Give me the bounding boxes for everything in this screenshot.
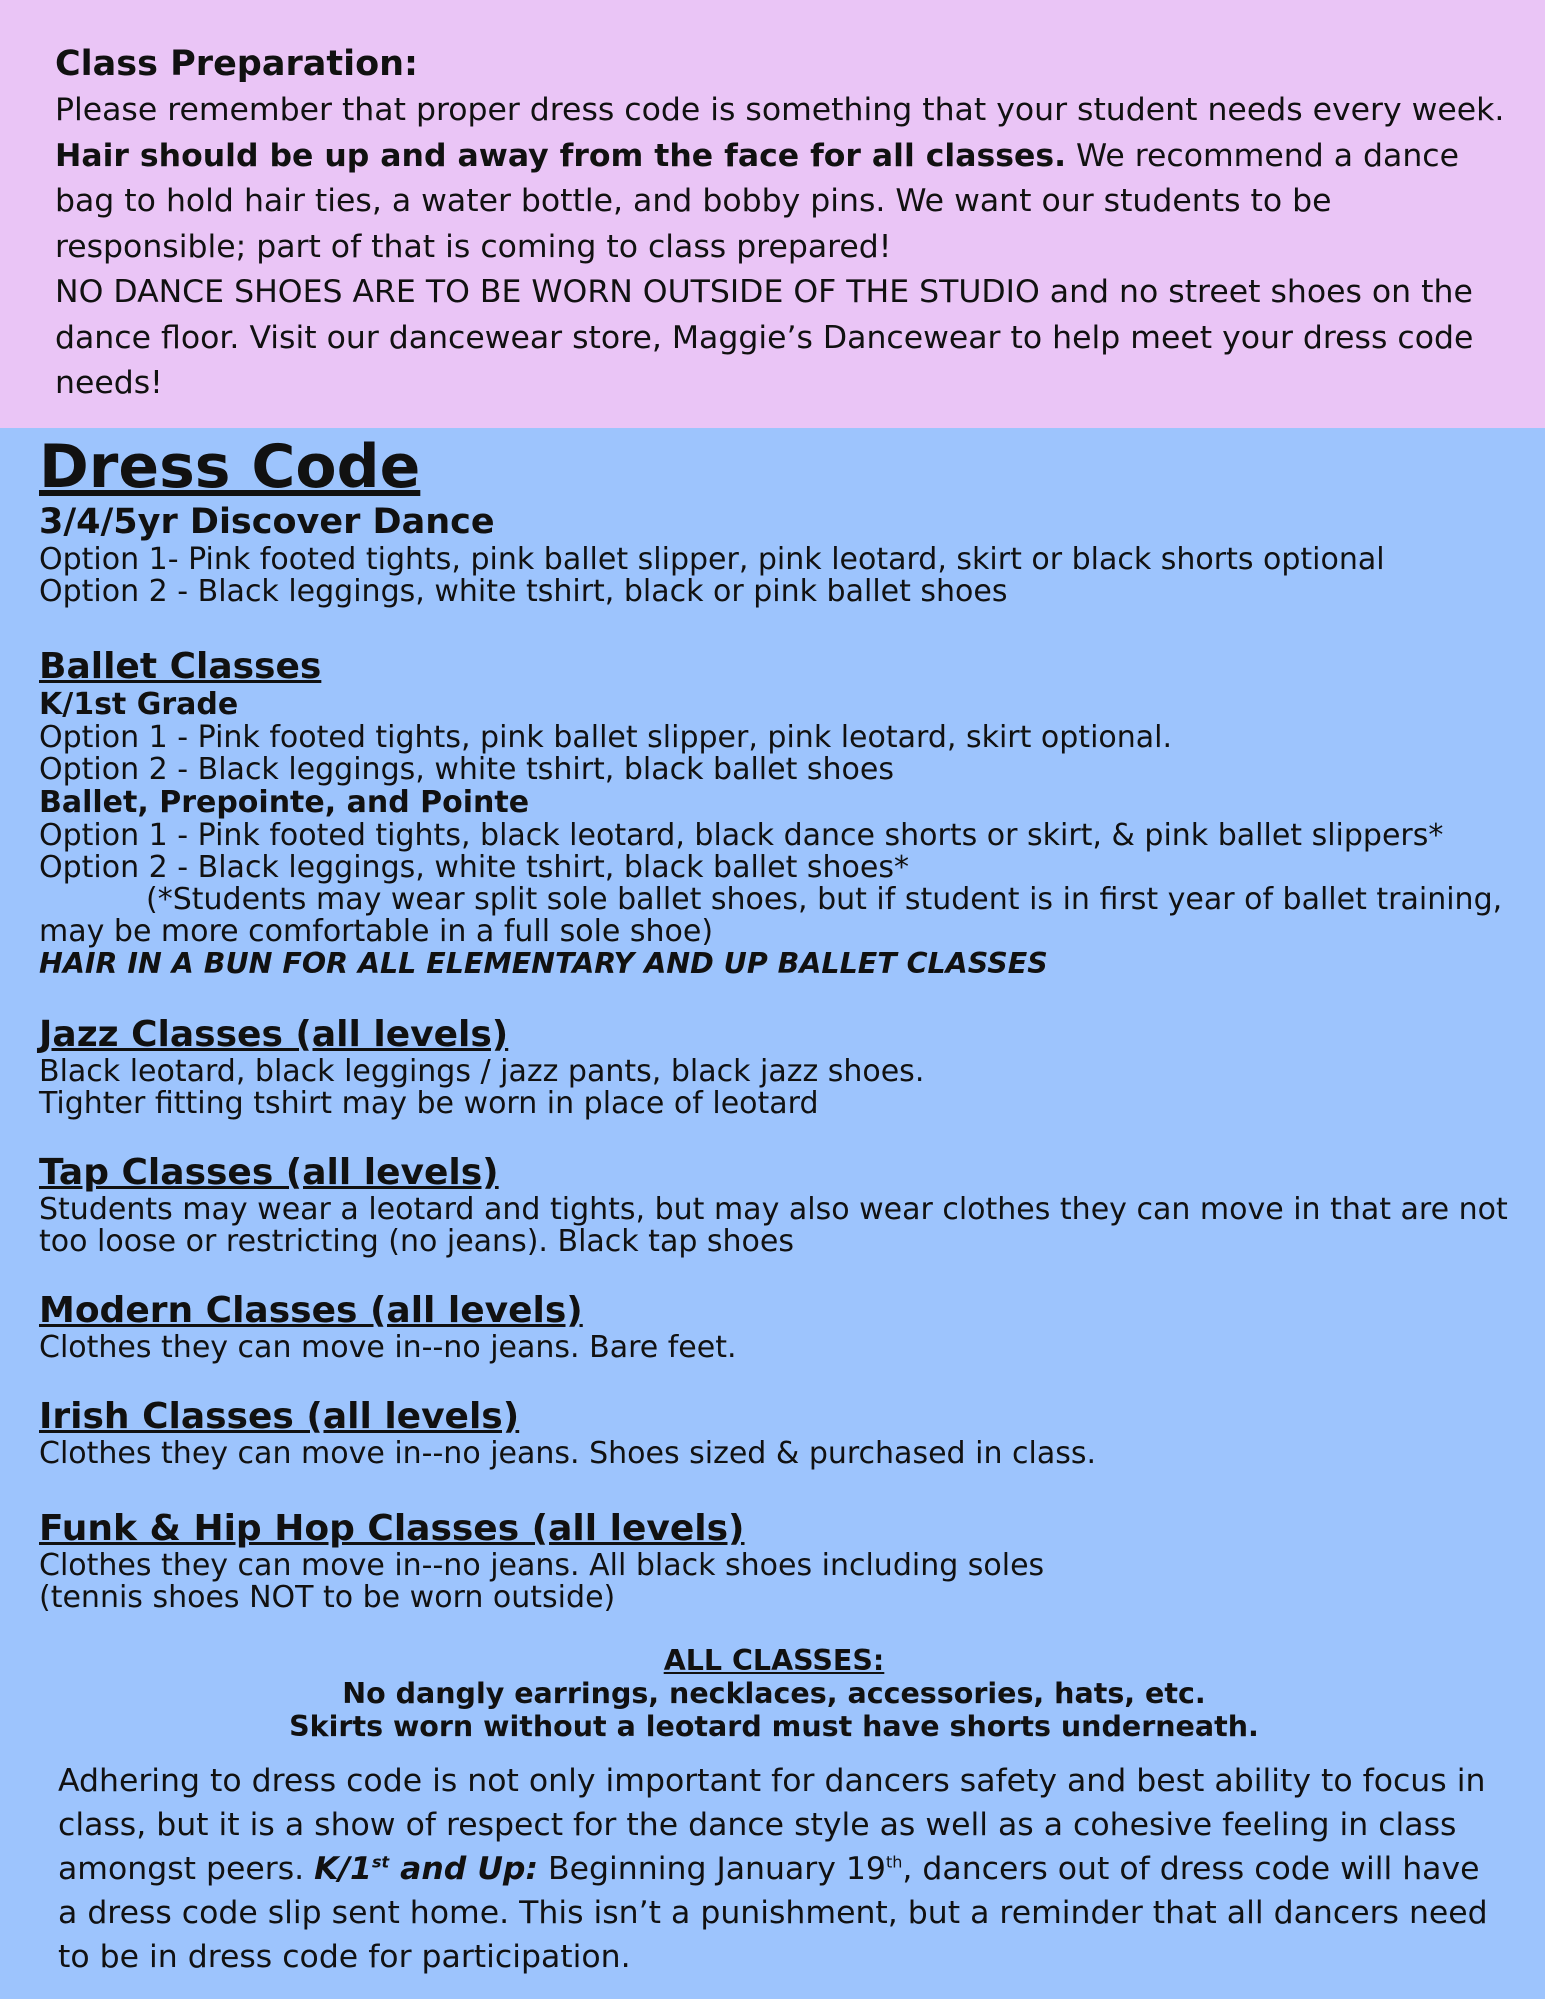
prep-text-continued: We recommend a dance bag to hold hair ties, a water bottle, and bobby pins. We want our students to be responsible; part of that is coming to class prepared! (55, 137, 1459, 265)
all-classes-line-1: No dangly earrings, necklaces, accessories, hats, etc. (342, 1677, 1206, 1710)
dress-code-panel (0, 428, 1545, 1999)
tap-line-2: too loose or restricting (no jeans). Black tap shoes (39, 1224, 794, 1259)
ballet-pointe-option-2: Option 2 - Black leggings, white tshirt, black ballet shoes* (39, 850, 909, 885)
ballet-shoe-note-continued: may be more comfortable in a full sole shoe) (39, 914, 714, 949)
class-preparation-paragraph (55, 88, 1505, 270)
all-classes-block (39, 1644, 1509, 1743)
tap-line-1: Students may wear a leotard and tights, but may also wear clothes they can move in that are not (39, 1192, 1508, 1227)
closing-text: Adhering to dress code is not only important for dancers safety and best ability to focus in class, but it is a show of respect for the dance style as well as a cohesive feeling in class amongst peers. (58, 1763, 1486, 1887)
prep-text: Please remember that proper dress code is something that your student needs every week. (55, 92, 1505, 128)
ballet-shoe-note: (*Students may wear split sole ballet shoes, but if student is in first year of ballet training, (146, 882, 1503, 917)
modern-heading: Modern Classes (all levels) (39, 1290, 583, 1331)
funk-line-1: Clothes they can move in--no jeans. All black shoes including soles (39, 1548, 1045, 1583)
all-classes-heading: ALL CLASSES: (663, 1644, 885, 1677)
ballet-hair-rule: HAIR IN A BUN FOR ALL ELEMENTARY AND UP BALLET CLASSES (39, 947, 1048, 980)
modern-line-1: Clothes they can move in--no jeans. Bare feet. (39, 1330, 737, 1365)
k1-label-rest: and Up: (389, 1851, 539, 1887)
k1-label: K/1 (314, 1851, 372, 1887)
shoe-rule-paragraph: NO DANCE SHOES ARE TO BE WORN OUTSIDE OF THE STUDIO and no street shoes on the dance floor. Visit our dancewear store, Maggie’s Dancewear to help meet your dress code needs! (55, 274, 1474, 401)
ballet-pointe-heading: Ballet, Prepointe, and Pointe (39, 785, 530, 820)
class-preparation-panel (0, 0, 1545, 428)
k1-superscript: st (371, 1852, 390, 1872)
irish-line-1: Clothes they can move in--no jeans. Shoes sized & purchased in class. (39, 1436, 1097, 1471)
discover-option-1: Option 1- Pink footed tights, pink ballet slipper, pink leotard, skirt or black shorts optional (39, 542, 1385, 577)
all-classes-line-2: Skirts worn without a leotard must have shorts underneath. (289, 1710, 1259, 1743)
jazz-heading: Jazz Classes (all levels) (39, 1014, 509, 1055)
irish-heading: Irish Classes (all levels) (39, 1396, 520, 1437)
dress-code-title: Dress Code (39, 432, 421, 502)
closing-date-text: Beginning January 19 (538, 1851, 886, 1887)
date-superscript: th (885, 1852, 903, 1872)
funk-hiphop-heading: Funk & Hip Hop Classes (all levels) (39, 1508, 745, 1549)
discover-dance-heading: 3/4/5yr Discover Dance (39, 502, 495, 542)
class-preparation-title: Class Preparation: (55, 44, 419, 84)
closing-text-continued: , dancers out of dress code will have a dress code slip sent home. This isn’t a punishment, but a reminder that all dancers need to be in dress code for participation. (58, 1851, 1488, 1975)
closing-paragraph (58, 1759, 1508, 1979)
discover-option-2: Option 2 - Black leggings, white tshirt, black or pink ballet shoes (39, 574, 1008, 609)
ballet-heading: Ballet Classes (39, 646, 322, 687)
jazz-line-1: Black leotard, black leggings / jazz pants, black jazz shoes. (39, 1054, 925, 1089)
hair-rule-text: Hair should be up and away from the face for all classes. (55, 137, 1067, 174)
ballet-k1-heading: K/1st Grade (39, 687, 239, 722)
ballet-k1-option-1: Option 1 - Pink footed tights, pink ballet slipper, pink leotard, skirt optional. (39, 720, 1173, 755)
funk-line-2: (tennis shoes NOT to be worn outside) (39, 1580, 616, 1615)
jazz-line-2: Tighter fitting tshirt may be worn in place of leotard (39, 1086, 819, 1121)
tap-heading: Tap Classes (all levels) (39, 1152, 499, 1193)
ballet-pointe-option-1: Option 1 - Pink footed tights, black leotard, black dance shorts or skirt, & pink ballet slippers* (39, 818, 1444, 853)
dress-code-content (39, 428, 1509, 1743)
ballet-k1-option-2: Option 2 - Black leggings, white tshirt, black ballet shoes (39, 752, 894, 787)
class-preparation-content (55, 40, 1505, 407)
